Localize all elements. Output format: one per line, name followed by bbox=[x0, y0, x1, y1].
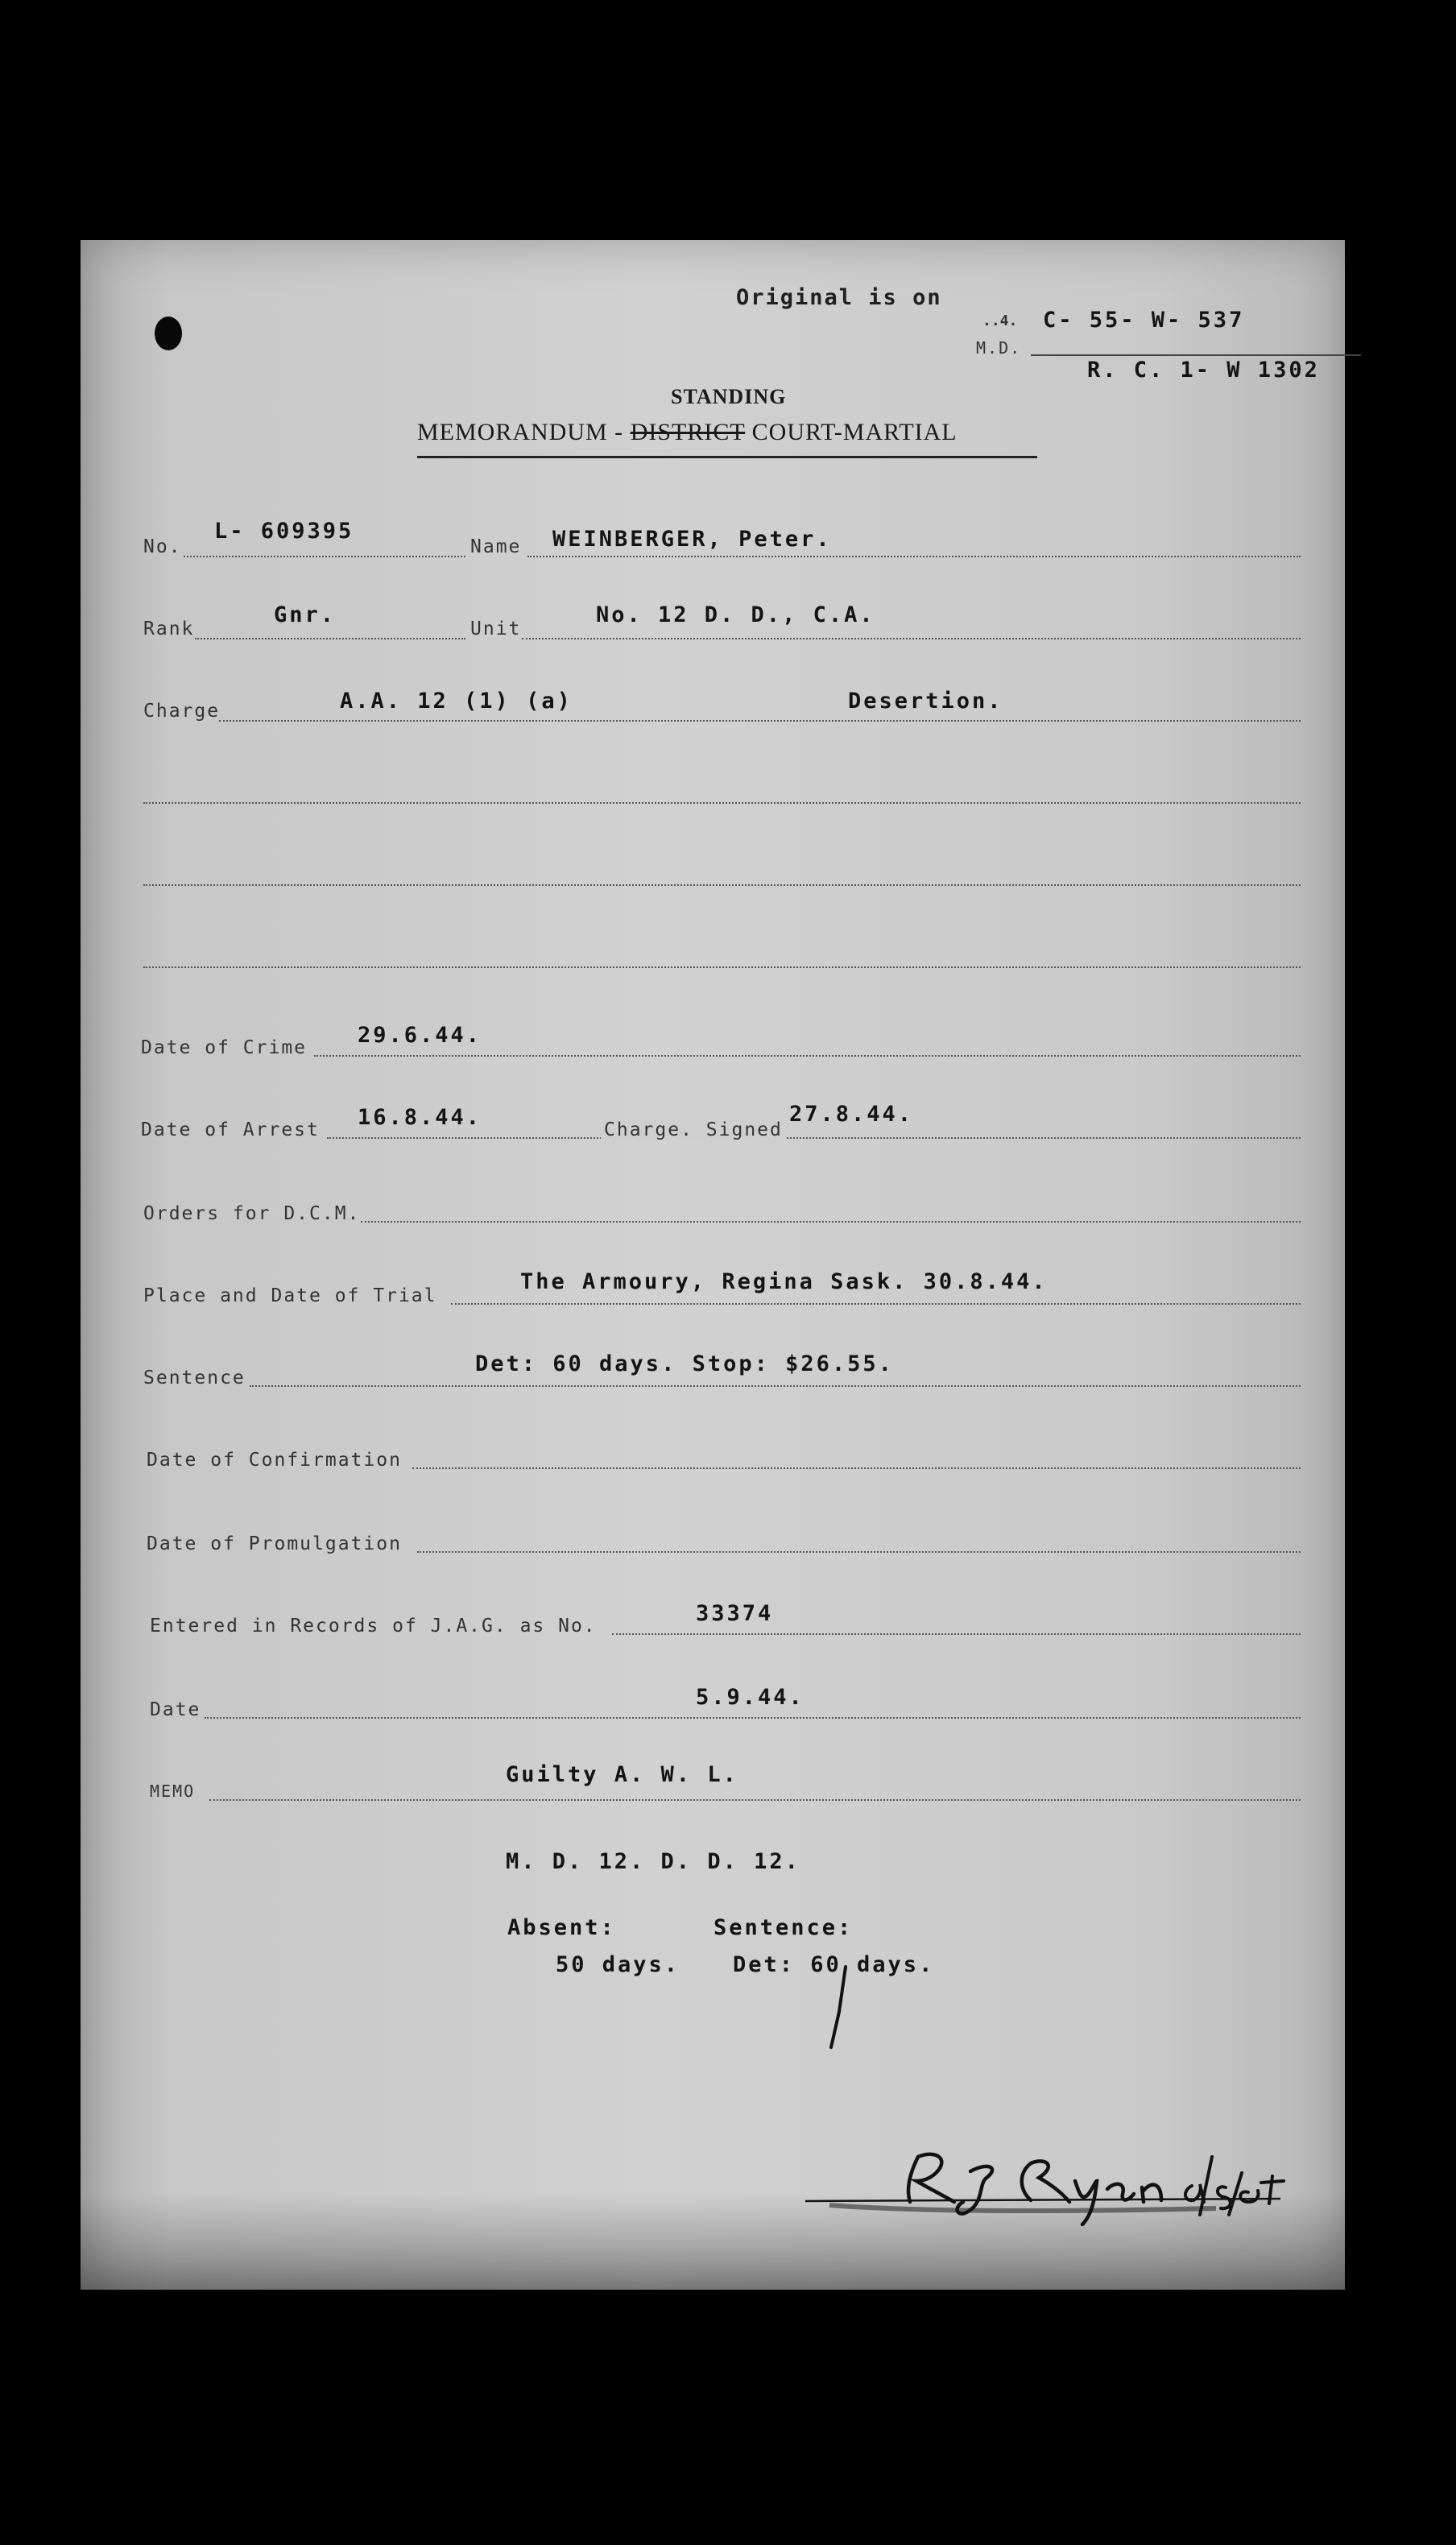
md-label: M.D. bbox=[976, 338, 1022, 358]
memo-label: MEMO bbox=[150, 1782, 196, 1801]
charge-section: A.A. 12 (1) (a) bbox=[340, 689, 573, 714]
handwritten-signature bbox=[797, 2125, 1321, 2237]
standing-overtype: STANDING bbox=[671, 385, 787, 408]
no-label: No. bbox=[143, 536, 182, 557]
memo-absent-label: Absent: bbox=[507, 1915, 616, 1940]
unit-label: Unit bbox=[470, 619, 522, 639]
original-is-on-text: Original is on bbox=[736, 285, 942, 310]
date-label: Date bbox=[150, 1699, 201, 1720]
place-of-trial-value: The Armoury, Regina Sask. 30.8.44. bbox=[520, 1269, 1048, 1294]
memo-line-1: Guilty A. W. L. bbox=[506, 1762, 738, 1787]
file-number-prefix: ..4. bbox=[982, 312, 1018, 329]
date-of-crime-dotted-line bbox=[314, 1055, 1301, 1057]
form-title bbox=[417, 419, 958, 446]
memo-sentence-label: Sentence: bbox=[714, 1915, 854, 1940]
unit-dotted-line bbox=[522, 638, 1301, 639]
title-underline bbox=[417, 456, 1037, 458]
sentence-dotted-line bbox=[250, 1385, 1301, 1387]
form-title-part1: MEMORANDUM - bbox=[417, 419, 631, 445]
date-of-confirmation-label: Date of Confirmation bbox=[147, 1450, 402, 1471]
promulgation-dotted-line bbox=[417, 1551, 1301, 1553]
charge-dotted-line bbox=[219, 720, 1301, 722]
orders-dotted-line bbox=[361, 1221, 1301, 1223]
rc-number: R. C. 1- W 1302 bbox=[1087, 358, 1320, 383]
confirmation-dotted-line bbox=[412, 1467, 1301, 1469]
date-of-arrest-label: Date of Arrest bbox=[141, 1119, 320, 1140]
name-label: Name bbox=[470, 536, 522, 557]
unit-value: No. 12 D. D., C.A. bbox=[596, 602, 875, 627]
charge-continuation-line-3 bbox=[143, 966, 1301, 968]
pen-tick-mark bbox=[821, 1964, 854, 2052]
jag-record-number: 33374 bbox=[696, 1601, 774, 1626]
charge-signed-label: Charge. Signed bbox=[601, 1119, 786, 1140]
rank-value: Gnr. bbox=[274, 602, 337, 627]
soldier-name: WEINBERGER, Peter. bbox=[552, 527, 832, 552]
charge-continuation-line-1 bbox=[143, 802, 1301, 804]
jag-dotted-line bbox=[612, 1633, 1301, 1635]
date-dotted-line bbox=[205, 1717, 1301, 1719]
rank-label: Rank bbox=[143, 619, 195, 639]
charge-signed-value: 27.8.44. bbox=[789, 1102, 914, 1127]
date-of-crime-value: 29.6.44. bbox=[358, 1023, 482, 1048]
file-number: C- 55- W- 537 bbox=[1043, 308, 1245, 333]
sentence-value: Det: 60 days. Stop: $26.55. bbox=[475, 1351, 894, 1376]
place-of-trial-label: Place and Date of Trial bbox=[143, 1285, 437, 1306]
rank-dotted-line bbox=[195, 638, 465, 639]
date-value: 5.9.44. bbox=[696, 1685, 805, 1710]
date-of-promulgation-label: Date of Promulgation bbox=[147, 1533, 402, 1554]
jag-records-label: Entered in Records of J.A.G. as No. bbox=[150, 1616, 597, 1637]
date-of-arrest-value: 16.8.44. bbox=[358, 1105, 482, 1130]
file-number-rule bbox=[1031, 354, 1361, 356]
orders-for-dcm-label: Orders for D.C.M. bbox=[143, 1203, 361, 1224]
memo-absent-value: 50 days. bbox=[556, 1952, 680, 1977]
name-dotted-line bbox=[527, 556, 1301, 557]
memo-line-2: M. D. 12. D. D. 12. bbox=[506, 1849, 800, 1874]
memo-sentence-value: Det: 60 days. bbox=[733, 1952, 935, 1977]
date-of-crime-label: Date of Crime bbox=[141, 1037, 308, 1058]
place-of-trial-dotted-line bbox=[451, 1303, 1301, 1305]
form-title-part2: COURT-MARTIAL bbox=[745, 419, 958, 445]
form-title-struck: DISTRICT bbox=[630, 419, 746, 445]
charge-label: Charge bbox=[143, 701, 221, 722]
charge-description: Desertion. bbox=[848, 689, 1003, 714]
court-martial-memorandum-card bbox=[81, 240, 1345, 2290]
sentence-label: Sentence bbox=[143, 1368, 246, 1388]
punch-hole bbox=[155, 317, 182, 350]
memo-dotted-line bbox=[209, 1799, 1301, 1801]
no-dotted-line bbox=[184, 556, 465, 557]
charge-continuation-line-2 bbox=[143, 884, 1301, 886]
service-number: L- 609395 bbox=[214, 519, 354, 544]
date-of-arrest-dotted-line bbox=[327, 1137, 1301, 1139]
